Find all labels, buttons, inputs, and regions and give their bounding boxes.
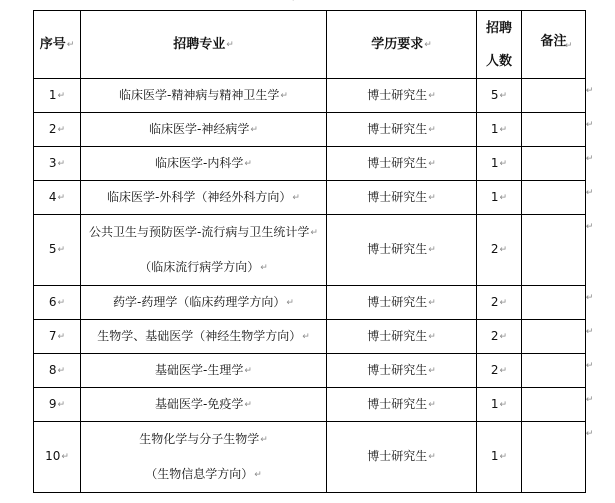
cell-index: 5↵ [34, 215, 81, 286]
table-row [34, 113, 586, 147]
cell-index: 4↵ [34, 181, 81, 215]
cell-degree: 博士研究生↵ [327, 286, 477, 320]
cell-count: 2↵ [477, 215, 522, 286]
cell-major: 基础医学-生理学↵ [81, 354, 327, 388]
cell-major: 公共卫生与预防医学-流行病与卫生统计学↵ （临床流行病学方向）↵ [81, 215, 327, 286]
cell-degree: 博士研究生↵ [327, 113, 477, 147]
cell-index: 3↵ [34, 147, 81, 181]
cell-major: 临床医学-外科学（神经外科方向）↵ [81, 181, 327, 215]
table-row [34, 388, 586, 422]
cell-count: 2↵ [477, 354, 522, 388]
cell-note: ↵ [522, 79, 586, 113]
cell-degree: 博士研究生↵ [327, 354, 477, 388]
cell-index: 1↵ [34, 79, 81, 113]
cell-count: 1↵ [477, 147, 522, 181]
cell-index: 6↵ [34, 286, 81, 320]
header-degree: 学历要求↵ [327, 11, 477, 79]
cell-index: 2↵ [34, 113, 81, 147]
cell-note: ↵ [522, 215, 586, 286]
cell-note: ↵ [522, 388, 586, 422]
cell-degree: 博士研究生↵ [327, 320, 477, 354]
header-count: 招聘 人数 [477, 11, 522, 79]
cell-index: 7↵ [34, 320, 81, 354]
cell-major: 基础医学-免疫学↵ [81, 388, 327, 422]
cell-count: 2↵ [477, 286, 522, 320]
cell-degree: 博士研究生↵ [327, 147, 477, 181]
cell-degree: 博士研究生↵ [327, 422, 477, 493]
cell-note: ↵ [522, 286, 586, 320]
cell-note: ↵ [522, 422, 586, 493]
cell-count: 5↵ [477, 79, 522, 113]
cell-major: 临床医学-精神病与精神卫生学↵ [81, 79, 327, 113]
cell-count: 1↵ [477, 181, 522, 215]
table-row [34, 181, 586, 215]
cell-degree: 博士研究生↵ [327, 79, 477, 113]
cell-note: ↵ [522, 181, 586, 215]
cell-major: 临床医学-内科学↵ [81, 147, 327, 181]
cell-note: ↵ [522, 147, 586, 181]
table-row [34, 286, 586, 320]
ruler-mark: ˊ [291, 0, 296, 9]
table-row [34, 354, 586, 388]
header-row [34, 11, 586, 79]
recruitment-table [33, 10, 594, 493]
table-row [34, 320, 586, 354]
table-row [34, 147, 586, 181]
header-note: 备注 ↵ [522, 11, 586, 79]
table-row [34, 215, 586, 286]
cell-major: 生物学、基础医学（神经生物学方向）↵ [81, 320, 327, 354]
cell-major: 生物化学与分子生物学↵ （生物信息学方向）↵ [81, 422, 327, 493]
cell-count: 1↵ [477, 113, 522, 147]
cell-index: 9↵ [34, 388, 81, 422]
cell-degree: 博士研究生↵ [327, 181, 477, 215]
header-major: 招聘专业↵ [81, 11, 327, 79]
cell-major: 临床医学-神经病学↵ [81, 113, 327, 147]
cell-count: 1↵ [477, 422, 522, 493]
cell-note: ↵ [522, 320, 586, 354]
cell-index: 10↵ [34, 422, 81, 493]
cell-note: ↵ [522, 354, 586, 388]
cell-degree: 博士研究生↵ [327, 388, 477, 422]
cell-count: 1↵ [477, 388, 522, 422]
cell-count: 2↵ [477, 320, 522, 354]
cell-major: 药学-药理学（临床药理学方向）↵ [81, 286, 327, 320]
cell-degree: 博士研究生↵ [327, 215, 477, 286]
table-row [34, 79, 586, 113]
header-index: 序号↵ [34, 11, 81, 79]
cell-note: ↵ [522, 113, 586, 147]
table-row [34, 422, 586, 493]
cell-index: 8↵ [34, 354, 81, 388]
